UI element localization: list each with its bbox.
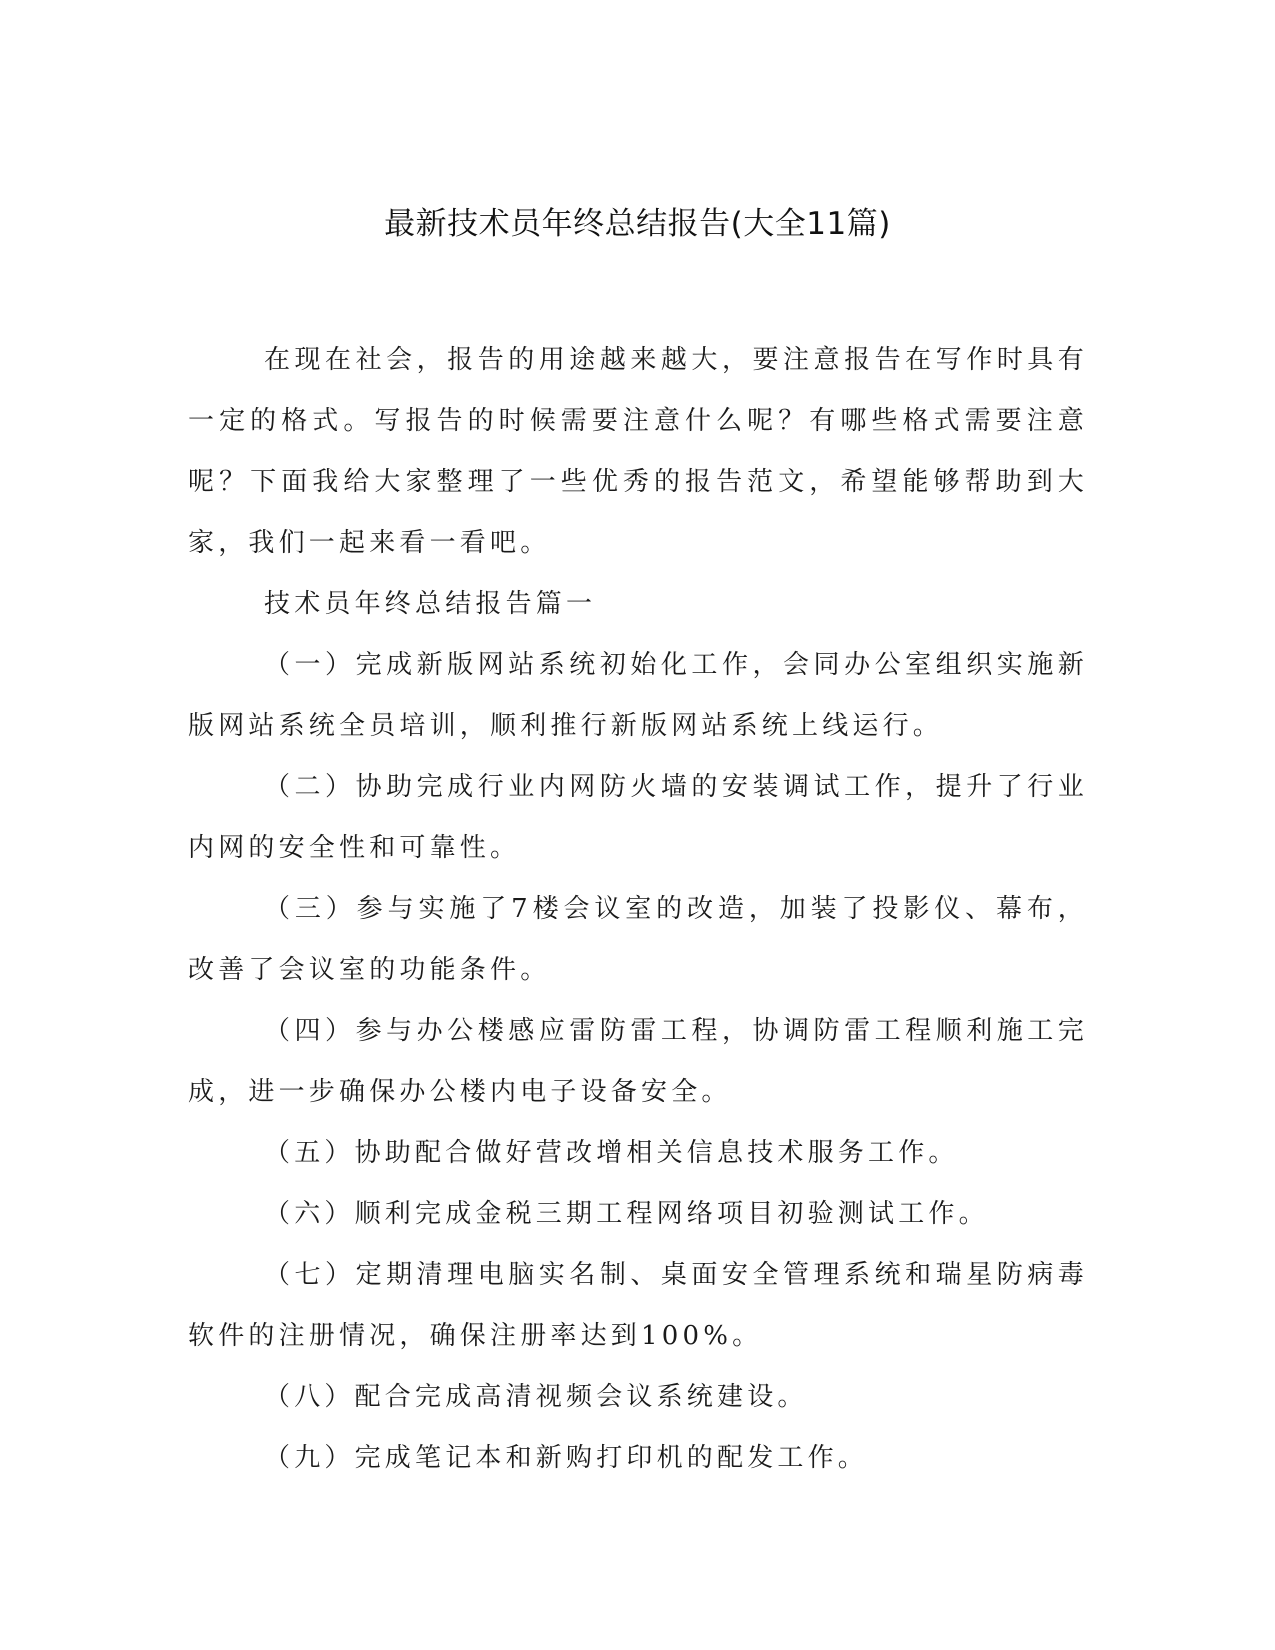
list-item: （九）完成笔记本和新购打印机的配发工作。 — [264, 1443, 869, 1473]
list-item: （一）完成新版网站系统初始化工作，会同办公室组织实施新版网站系统全员培训，顺利推行新版网站系统上线运行。 — [188, 650, 1088, 741]
intro-paragraph: 在现在社会，报告的用途越来越大，要注意报告在写作时具有一定的格式。写报告的时候需要注意什么呢？有哪些格式需要注意呢？下面我给大家整理了一些优秀的报告范文，希望能够帮助到大家，我们一起来看一看吧。 — [188, 345, 1088, 558]
document-body — [188, 330, 1088, 1489]
document-title: 最新技术员年终总结报告(大全11篇) — [384, 206, 891, 242]
list-item: （六）顺利完成金税三期工程网络项目初验测试工作。 — [264, 1199, 989, 1229]
list-item: （二）协助完成行业内网防火墙的安装调试工作，提升了行业内网的安全性和可靠性。 — [188, 772, 1088, 863]
list-item: （七）定期清理电脑实名制、桌面安全管理系统和瑞星防病毒软件的注册情况，确保注册率达到100%。 — [188, 1260, 1088, 1351]
section-heading: 技术员年终总结报告篇一 — [264, 589, 597, 619]
list-item: （三）参与实施了7楼会议室的改造，加装了投影仪、幕布，改善了会议室的功能条件。 — [188, 894, 1088, 985]
list-item: （八）配合完成高清视频会议系统建设。 — [264, 1382, 808, 1412]
list-item: （五）协助配合做好营改增相关信息技术服务工作。 — [264, 1138, 959, 1168]
list-item: （四）参与办公楼感应雷防雷工程，协调防雷工程顺利施工完成，进一步确保办公楼内电子设备安全。 — [188, 1016, 1088, 1107]
